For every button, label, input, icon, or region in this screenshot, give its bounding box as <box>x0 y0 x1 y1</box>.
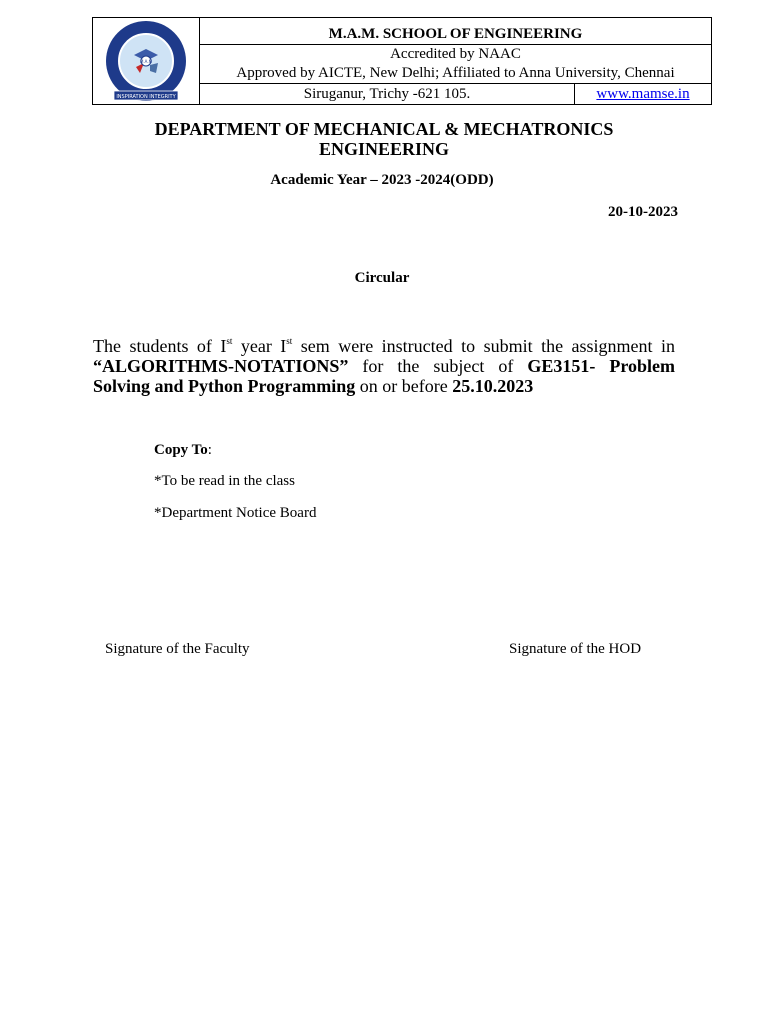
accreditation-text: Accredited by NAAC <box>390 46 521 62</box>
body-part1: The students of I <box>93 336 227 356</box>
svg-text:INSPIRATION INTEGRITY: INSPIRATION INTEGRITY <box>116 94 176 100</box>
body-part5: on or before <box>355 376 453 396</box>
circular-body <box>93 336 675 396</box>
website-link[interactable]: www.mamse.in <box>596 85 690 102</box>
circular-date: 20-10-2023 <box>608 204 678 220</box>
copy-to-colon: : <box>207 442 212 458</box>
college-logo <box>100 19 192 103</box>
body-sup2: st <box>286 336 293 346</box>
circular-heading: Circular <box>354 270 410 286</box>
subject-name: GE3151- Problem Solving and Python Programming <box>93 356 675 396</box>
deadline-date: 25.10.2023 <box>452 376 534 396</box>
copy-to-item: *To be read in the class <box>154 473 295 489</box>
academic-year: Academic Year – 2023 -2024(ODD) <box>270 172 494 188</box>
copy-to-label <box>154 442 212 459</box>
copy-to-item: *Department Notice Board <box>154 505 317 521</box>
address-row <box>200 84 711 104</box>
department-title: DEPARTMENT OF MECHANICAL & MECHATRONICS ENGINEERING <box>154 119 614 159</box>
letterhead-table <box>92 17 712 105</box>
body-part3: sem were instructed to submit the assignment in <box>292 336 675 356</box>
logo-cell <box>93 18 200 104</box>
institution-name: M.A.M. SCHOOL OF ENGINEERING <box>200 18 711 45</box>
assignment-topic: “ALGORITHMS-NOTATIONS” <box>93 356 349 376</box>
body-part4: for the subject of <box>348 356 528 376</box>
body-sup1: st <box>226 336 233 346</box>
body-part2: year I <box>232 336 287 356</box>
approval-text: Approved by AICTE, New Delhi; Affiliated to Anna University, Chennai <box>236 65 675 81</box>
address-text: Siruganur, Trichy -621 105. <box>200 84 575 104</box>
hod-signature: Signature of the HOD <box>509 641 642 657</box>
svg-text:M.A.M: M.A.M <box>139 59 153 64</box>
website-cell <box>575 84 711 104</box>
accreditation-block <box>200 45 711 84</box>
faculty-signature: Signature of the Faculty <box>105 641 250 657</box>
letterhead-info <box>200 18 711 104</box>
copy-to-text: Copy To <box>154 442 208 458</box>
